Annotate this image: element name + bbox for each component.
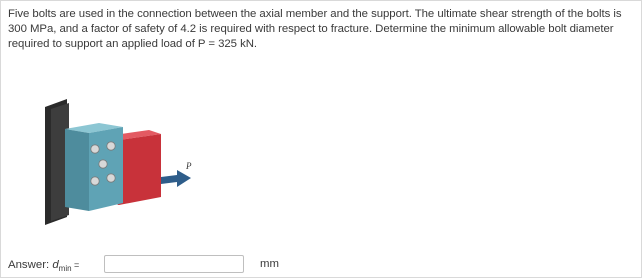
load-arrow-icon: [161, 170, 191, 187]
connection-plate: [65, 129, 89, 211]
answer-variable: d: [52, 259, 59, 271]
answer-prefix: Answer:: [8, 259, 53, 271]
answer-equals: =: [71, 260, 80, 270]
answer-input[interactable]: [104, 255, 244, 273]
answer-unit: mm: [260, 258, 279, 270]
answer-row: [8, 253, 279, 277]
bolt-5: [107, 174, 115, 182]
bolt-2: [107, 142, 115, 150]
bolted-connection-figure: [37, 99, 217, 234]
bolt-3: [99, 160, 107, 168]
bolt-1: [91, 145, 99, 153]
answer-subscript: min: [58, 264, 72, 273]
axial-member: [119, 134, 161, 205]
bolt-4: [91, 177, 99, 185]
load-label: P: [186, 161, 192, 171]
problem-statement: Five bolts are used in the connection between the axial member and the support. The ultimate shear strength of the bolts is 300 MPa, and a factor of safety of 4.2 is required with respect to fracture. Determine the minimum allowable bolt diameter required to support an applied load of P = 325 kN.: [8, 8, 622, 50]
connection-plate-face: [89, 127, 123, 211]
answer-label: [8, 259, 79, 271]
connection-illustration: [37, 99, 217, 234]
